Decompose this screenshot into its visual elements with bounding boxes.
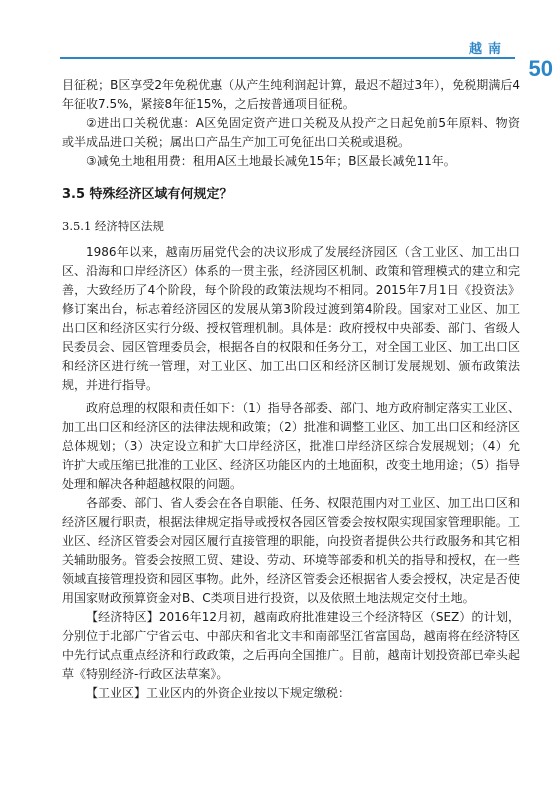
- paragraph-land-fee: ③减免土地租用费：租用A区土地最长减免15年；B区最长减免11年。: [86, 154, 456, 168]
- page-body: [62, 76, 520, 703]
- paragraph-tax-b-zone: 目征税；B区享受2年免税优惠（从产生纯利润起计算，最迟不超过3年），免税期满后4年征收7.5%，紧接8年征15%，之后按普通项目征税。: [62, 78, 520, 111]
- paragraph-ministries: 各部委、部门、省人委会在各自职能、任务、权限范围内对工业区、加工出口区和经济区履行职责，根据法律规定指导或授权各园区管委会按权限实现国家管理职能。工业区、经济区管委会对园区履行直接管理的职能，向投资者提供公共行政服务和其它相关辅助服务。管委会按照工贸、建设、劳动、环境等部委和机关的指导和授权，在一些领域直接管理投资和园区事物。此外，经济区管委会还根据省人委会授权，决定是否使用国家财政预算资金对B、C类项目进行投资，以及依照土地法规定交付土地。: [62, 496, 520, 605]
- subsection-title: 3.5.1 经济特区法规: [62, 219, 164, 233]
- header-country-name: 越南: [468, 42, 507, 57]
- paragraph-history: 1986年以来，越南历届党代会的决议形成了发展经济园区（含工业区、加工出口区、沿海和口岸经济区）体系的一贯主张，经济园区机制、政策和管理模式的建立和完善，大致经历了4个阶段，每个阶段的政策法规均不相同。2015年7月1日《投资法》修订案出台，标志着经济园区的发展从第3阶段过渡到第4阶段。国家对工业区、加工出口区和经济区实行分级、授权管理机制。具体是：政府授权中央部委、部门、省级人民委员会、园区管理委员会，根据各自的权限和任务分工，对全国工业区、加工出口区和经济区进行统一管理，对工业区、加工出口区和经济区制订发展规划、颁布政策法规，并进行指导。: [62, 245, 520, 392]
- page-number: 50: [528, 56, 553, 81]
- page-header: [0, 0, 559, 80]
- section-title: 3.5 特殊经济区域有何规定？: [62, 187, 233, 202]
- header-rule: [60, 57, 515, 59]
- paragraph-pm-authority: 政府总理的权限和责任如下：（1）指导各部委、部门、地方政府制定落实工业区、加工出口区和经济区的法律法规和政策；（2）批准和调整工业区、加工出口区和经济区总体规划；（3）决定设立和扩大口岸经济区，批准口岸经济区综合发展规划；（4）允许扩大或压缩已批准的工业区、经济区功能区内的土地面积，改变土地用途；（5）指导处理和解决各种超越权限的问题。: [62, 401, 520, 491]
- paragraph-sez: 【经济特区】2016年12月初，越南政府批准建设三个经济特区（SEZ）的计划，分别位于北部广宁省云屯、中部庆和省北文丰和南部坚江省富国岛，越南将在经济特区中先行试点重点经济和行政政策，之后再向全国推广。目前，越南计划投资部已牵头起草《特别经济-行政区法草案》。: [62, 610, 520, 681]
- paragraph-industrial-zone: 【工业区】工业区内的外资企业按以下规定缴税：: [86, 686, 351, 700]
- paragraph-import-duty: ②进出口关税优惠：A区免固定资产进口关税及从投产之日起免前5年原料、物资或半成品进口关税；属出口产品生产加工可免征出口关税或退税。: [62, 116, 520, 149]
